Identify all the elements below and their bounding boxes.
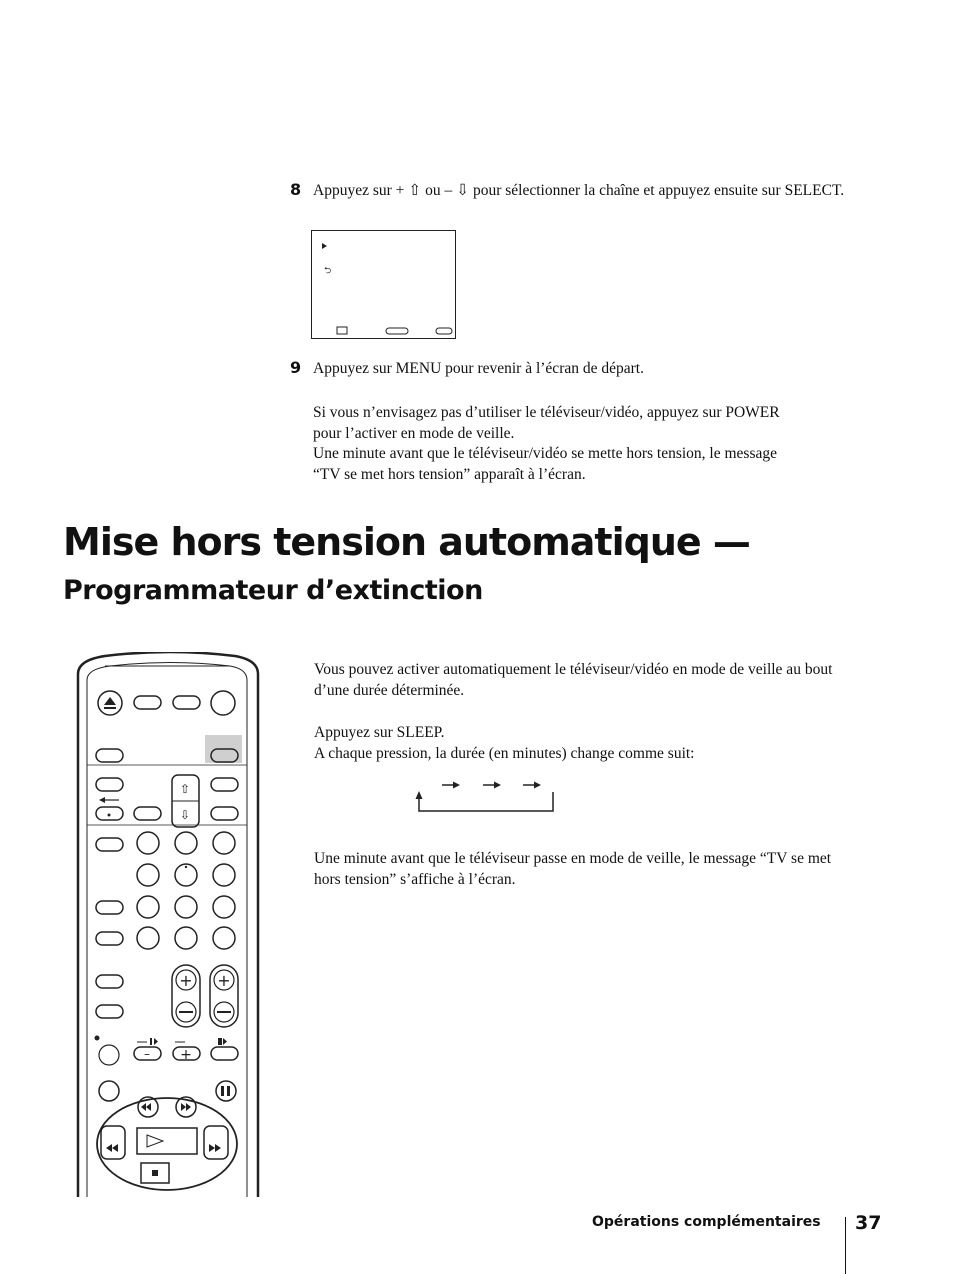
svg-text:+: + — [180, 1047, 192, 1063]
footer-section-label: Opérations complémentaires — [592, 1214, 821, 1230]
screen-button-icon — [436, 328, 452, 334]
step-9-number: 9 — [290, 358, 302, 377]
play-button — [137, 1128, 197, 1154]
remote-control-drawing — [75, 652, 265, 1197]
page-number: 37 — [855, 1212, 882, 1234]
section-title: Mise hors tension automatique — — [63, 520, 750, 564]
step-8-number: 8 — [290, 180, 302, 199]
pause-button — [216, 1081, 236, 1101]
section-subtitle: Programmateur d’extinction — [63, 575, 483, 606]
svg-text:⇩: ⇩ — [179, 808, 191, 822]
rewind-button — [101, 1126, 125, 1159]
instruction-sleep: Appuyez sur SLEEP. — [314, 724, 445, 741]
cursor-arrow-icon — [322, 243, 327, 249]
standby-note: Si vous n’envisagez pas d’utiliser le téléviseur/vidéo, appuyez sur POWER pour l’activer en mode de veille. — [313, 404, 780, 442]
select-icon — [337, 327, 347, 334]
tv-screen-icons — [312, 231, 454, 337]
svg-text:⇧: ⇧ — [179, 782, 191, 796]
svg-text:+: + — [217, 971, 231, 990]
instruction-cycle: A chaque pression, la durée (en minutes) change comme suit: — [314, 745, 695, 762]
warning-text: Une minute avant que le téléviseur passe en mode de veille, le message “TV se met hors tension” s’affiche à l’écran. — [314, 850, 832, 888]
step-8-text: Appuyez sur + ⇧ ou – ⇩ pour sélectionner la chaîne et appuyez ensuite sur SELECT. — [313, 182, 845, 199]
tv-screen-illustration — [311, 230, 456, 339]
sleep-cycle-arrows — [410, 775, 560, 815]
step-9-text: Appuyez sur MENU pour revenir à l’écran de départ. — [313, 360, 644, 377]
remote-control-illustration — [75, 652, 265, 1197]
ffwd-button — [204, 1126, 228, 1159]
eject-icon — [104, 697, 116, 705]
sleep-cycle-diagram — [410, 775, 560, 815]
power-off-note: Une minute avant que le téléviseur/vidéo se mette hors tension, le message “TV se met hors tension” apparaît à l’écran. — [313, 445, 778, 483]
svg-text:+: + — [179, 971, 193, 990]
screen-button-icon — [386, 328, 408, 334]
power-button — [211, 691, 235, 715]
intro-text: Vous pouvez activer automatiquement le téléviseur/vidéo en mode de veille au bout d’une durée déterminée. — [314, 661, 833, 699]
svg-text:–: – — [144, 1047, 150, 1061]
return-icon: ⮌ — [324, 266, 332, 276]
footer-divider — [845, 1217, 846, 1274]
